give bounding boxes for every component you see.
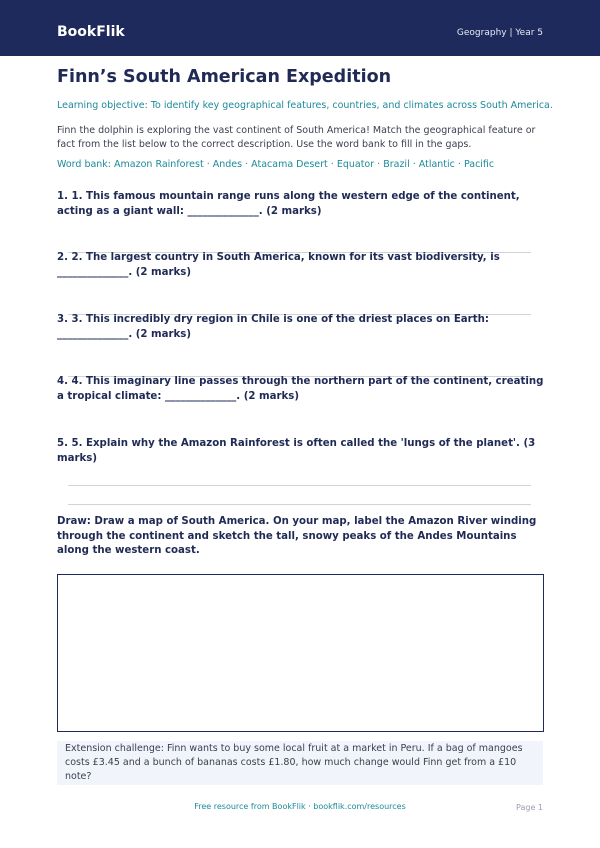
footer-text: Free resource from BookFlik · bookflik.com/resources bbox=[194, 802, 406, 811]
page-number: Page 1 bbox=[516, 803, 543, 812]
question-4: 4. 4. This imaginary line passes through the northern part of the continent, creating a tropical climate: ______________. (2 marks) bbox=[57, 376, 544, 402]
answer-line[interactable] bbox=[68, 485, 531, 486]
header-bar bbox=[0, 0, 600, 56]
question-1: 1. 1. This famous mountain range runs along the western edge of the continent, acting as a giant wall: ______________. (2 marks) bbox=[57, 191, 520, 217]
brand-logo-text: BookFlik bbox=[57, 24, 125, 40]
page-title: Finn’s South American Expedition bbox=[57, 67, 392, 87]
extension-challenge: Extension challenge: Finn wants to buy some local fruit at a market in Peru. If a bag of mangoes costs £3.45 and a bunch of bananas costs £1.80, how much change would Finn get from a £10 note? bbox=[57, 741, 543, 785]
question-3: 3. 3. This incredibly dry region in Chile is one of the driest places on Earth: ______________. (2 marks) bbox=[57, 314, 489, 340]
learning-objective: Learning objective: To identify key geographical features, countries, and climates across South America. bbox=[57, 100, 553, 111]
subject-label: Geography | Year 5 bbox=[456, 28, 543, 38]
draw-instruction: Draw: Draw a map of South America. On your map, label the Amazon River winding through the continent and sketch the tall, snowy peaks of the Andes Mountains along the western coast. bbox=[57, 516, 537, 556]
word-bank: Word bank: Amazon Rainforest · Andes · Atacama Desert · Equator · Brazil · Atlantic · Pacific bbox=[57, 159, 495, 170]
intro-paragraph: Finn the dolphin is exploring the vast continent of South America! Match the geographical feature or fact from the list below to the correct description. Use the word bank to fill in the gaps. bbox=[57, 125, 536, 150]
question-5: 5. 5. Explain why the Amazon Rainforest is often called the 'lungs of the planet'. (3 marks) bbox=[57, 438, 536, 464]
question-2: 2. 2. The largest country in South America, known for its vast biodiversity, is ______________. (2 marks) bbox=[57, 252, 500, 278]
drawing-area[interactable] bbox=[57, 574, 544, 732]
answer-line[interactable] bbox=[68, 504, 531, 505]
